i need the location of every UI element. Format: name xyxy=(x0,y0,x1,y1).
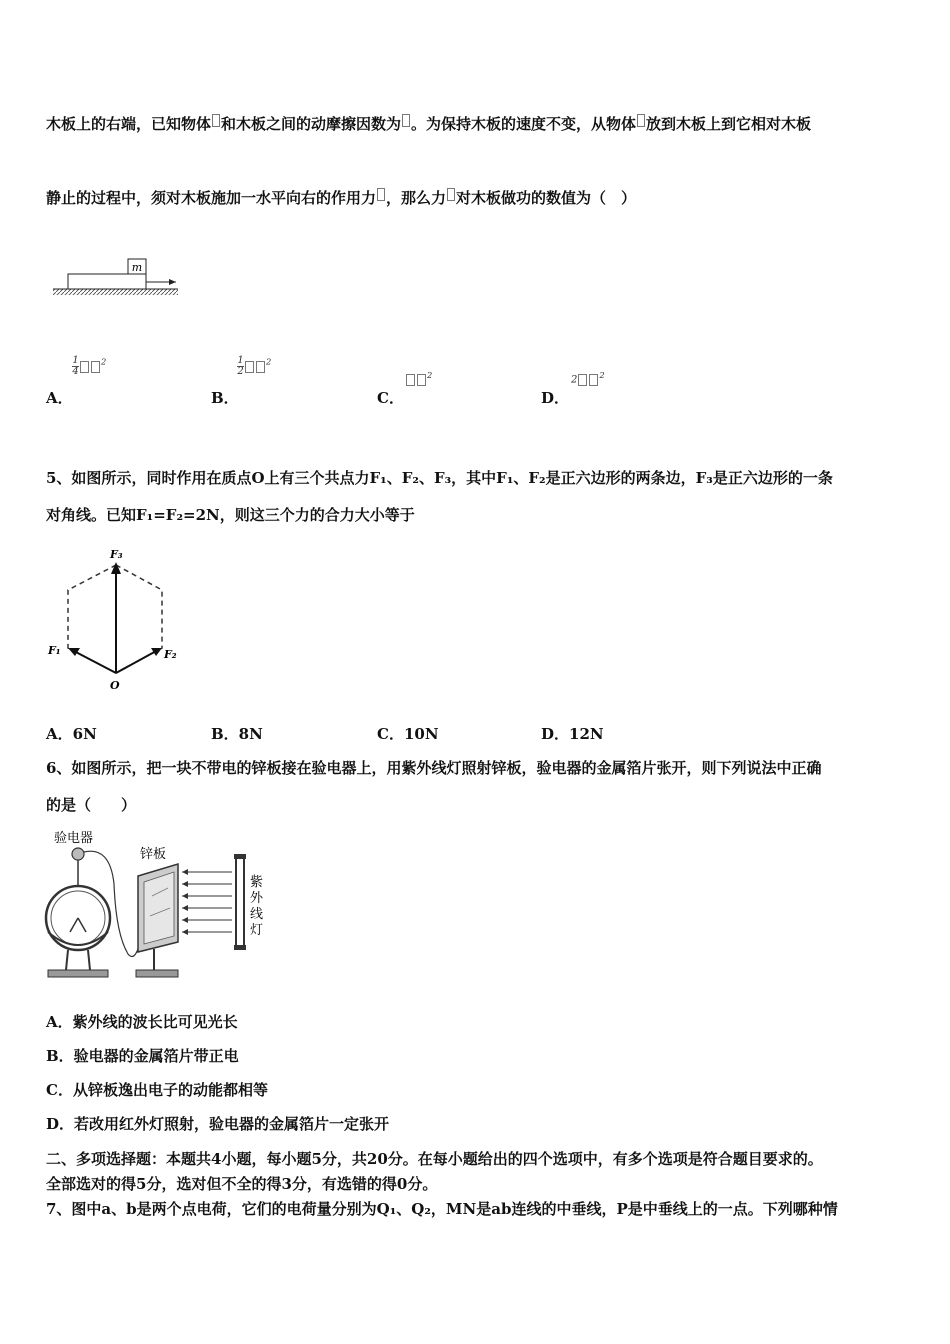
f3-label: F₃ xyxy=(110,548,123,561)
q4-option-d[interactable] xyxy=(541,387,569,408)
uv-rays xyxy=(182,872,232,932)
q4-option-a-label: A． xyxy=(46,389,73,407)
q4-option-a-exponent: 2 xyxy=(101,356,107,367)
q4-line1-part1: 木板上的右端，已知物体 xyxy=(46,115,212,133)
q6-photoelectric-figure xyxy=(40,824,280,984)
q5-option-c[interactable]: C．10N xyxy=(377,725,439,743)
lamp-label-2: 外 xyxy=(250,891,264,906)
ground-hatch xyxy=(53,289,178,295)
section-2-line-1: 二、多项选择题：本题共4小题，每小题5分，共20分。在每小题给出的四个选项中，有多个选项是符合题目要求的。 xyxy=(46,1150,823,1168)
q6-option-a[interactable]: A．紫外线的波长比可见光长 xyxy=(46,1013,238,1031)
q4-line-2 xyxy=(46,188,636,208)
q7-line-1: 7、图中a、b是两个点电荷，它们的电荷量分别为Q₁、Q₂，MN是ab连线的中垂线，P是中垂线上的一点。下列哪种情 xyxy=(46,1200,838,1218)
q6-line-1: 6、如图所示，把一块不带电的锌板接在验电器上，用紫外线灯照射锌板，验电器的金属箔片张开，则下列说法中正确 xyxy=(46,759,822,777)
q6-option-b[interactable]: B．验电器的金属箔片带正电 xyxy=(46,1047,239,1065)
mass-label: m xyxy=(131,261,143,274)
q4-line1-part3: 。为保持木板的速度不变，从物体 xyxy=(411,115,637,133)
section-2-line-2: 全部选对的得5分，选对但不全的得3分，有选错的得0分。 xyxy=(46,1175,438,1193)
uv-lamp xyxy=(236,858,244,946)
q4-option-b-denominator: 2 xyxy=(237,366,244,377)
q4-option-c-exponent: 2 xyxy=(427,370,433,380)
f3-arrowhead-icon xyxy=(111,562,121,574)
q4-option-a[interactable] xyxy=(46,387,73,408)
q4-option-c-label: C． xyxy=(377,389,404,407)
q4-option-b-label: B． xyxy=(211,389,239,407)
q4-option-d-formula xyxy=(571,370,605,386)
q5-option-b[interactable]: B．8N xyxy=(211,725,263,743)
q4-option-b[interactable] xyxy=(211,387,239,408)
f1-arrowhead-icon xyxy=(68,648,80,656)
q6-option-d[interactable]: D．若改用红外灯照射，验电器的金属箔片一定张开 xyxy=(46,1115,390,1133)
q4-board-figure xyxy=(48,252,188,302)
q4-option-b-exponent: 2 xyxy=(266,356,272,367)
q6-line-2: 的是（ ） xyxy=(46,796,137,814)
missing-glyph-icon xyxy=(377,188,385,201)
f2-label: F₂ xyxy=(164,648,177,661)
electroscope-knob xyxy=(72,848,84,860)
missing-glyph-icon xyxy=(212,114,220,127)
q6-option-c[interactable]: C．从锌板逸出电子的动能都相等 xyxy=(46,1081,268,1099)
q5-option-a[interactable]: A．6N xyxy=(46,725,97,743)
q4-line2-part2: ，那么力 xyxy=(386,189,447,207)
q4-option-a-formula xyxy=(72,356,106,377)
f2-vector xyxy=(116,650,158,673)
q4-line1-part4: 放到木板上到它相对木板 xyxy=(646,115,812,133)
q4-option-a-numerator: 1 xyxy=(72,355,79,366)
q4-line2-part3: 对木板做功的数值为（ ） xyxy=(456,189,637,207)
electroscope-label: 验电器 xyxy=(54,831,94,846)
f1-label: F₁ xyxy=(48,644,61,657)
lamp-label-4: 灯 xyxy=(250,923,264,938)
q4-option-b-formula xyxy=(237,356,271,377)
q4-option-a-denominator: 4 xyxy=(72,366,79,377)
q4-option-d-exponent: 2 xyxy=(599,370,605,380)
q4-option-b-numerator: 1 xyxy=(237,355,244,366)
q4-line-1 xyxy=(46,114,811,134)
missing-glyph-icon xyxy=(637,114,645,127)
q4-option-d-label: D． xyxy=(541,389,570,407)
q5-line-2: 对角线。已知F₁=F₂=2N，则这三个力的合力大小等于 xyxy=(46,506,415,524)
lamp-label-1: 紫 xyxy=(250,875,264,890)
q5-line-1: 5、如图所示，同时作用在质点O上有三个共点力F₁、F₂、F₃，其中F₁、F₂是正六边形的两条边，F₃是正六边形的一条 xyxy=(46,469,833,487)
q4-line1-part2: 和木板之间的动摩擦因数为 xyxy=(221,115,402,133)
arrow-right-icon xyxy=(169,279,176,285)
zinc-plate-label: 锌板 xyxy=(140,847,167,862)
missing-glyph-icon xyxy=(447,188,455,201)
q5-option-d[interactable]: D．12N xyxy=(541,725,604,743)
q4-line2-part1: 静止的过程中，须对木板施加一水平向右的作用力 xyxy=(46,189,377,207)
missing-glyph-icon xyxy=(402,114,410,127)
board xyxy=(68,274,146,289)
lamp-label-3: 线 xyxy=(250,907,264,922)
q4-option-d-coefficient: 2 xyxy=(571,374,578,386)
q4-option-c-formula xyxy=(405,370,432,386)
f1-vector xyxy=(72,650,116,673)
q4-option-c[interactable] xyxy=(377,387,404,408)
q5-hexagon-figure xyxy=(44,540,194,695)
origin-label: O xyxy=(110,679,120,692)
